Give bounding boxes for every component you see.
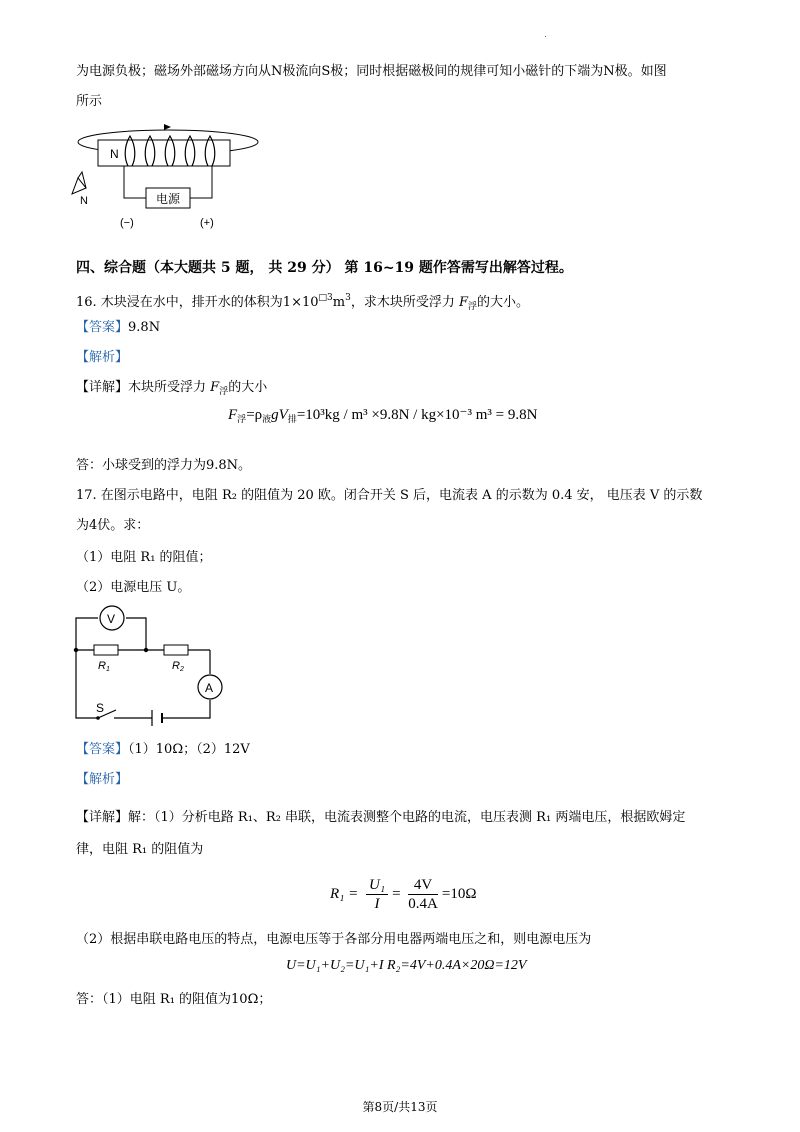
q16-answer: 【答案】9.8N xyxy=(76,320,161,335)
q17-sub-1: （1）电阻 R₁ 的阻值； xyxy=(76,550,212,565)
q16-conclusion: 答：小球受到的浮力为9.8N。 xyxy=(76,458,252,473)
q17-analysis-tag: 【解析】 xyxy=(76,772,129,787)
resistor-r2 xyxy=(164,645,188,655)
q17-detail-line-2: 律，电阻 R₁ 的阻值为 xyxy=(76,842,204,857)
page-footer: 第8页/共13页 xyxy=(362,1100,438,1114)
wire-left xyxy=(124,166,146,198)
q16-formula: $F_浮=\rho_液gV_排=10^3kg / m^3 \times 9.8N / kg\times 10^{-3}$ m³ = 9.8N xyxy=(228,407,538,424)
solenoid-figure xyxy=(68,118,268,233)
header-dot: . xyxy=(544,30,547,40)
compass-needle xyxy=(72,172,86,194)
plus-label: (+) xyxy=(200,217,214,229)
minus-label: (−) xyxy=(120,217,134,229)
q17-stem-line-2: 为4伏。求： xyxy=(76,518,150,533)
q17-conclusion: 答：（1）电阻 R₁ 的阻值为10Ω； xyxy=(76,992,272,1007)
section-title: 四、综合题（本大题共 5 题， 共 29 分） 第 16~19 题作答需写出解答过程。 xyxy=(76,260,573,276)
q16-detail: 【详解】木块所受浮力 $F_浮$的大小 xyxy=(76,380,268,397)
answer-tag: 【答案】 xyxy=(76,320,129,335)
voltmeter-wire-right xyxy=(126,618,146,650)
q17-formula-1: R₁ = $\frac{\text{U₁}}{I}$ = $\frac{4V}{0.4A}$ =10Ω xyxy=(330,877,477,912)
q17-formula-2: U=U₁+U₂=U₁+I R₂=4V+0.4A×20Ω=12V xyxy=(286,958,527,973)
q17-part-2: （2）根据串联电路电压的特点，电源电压等于各部分用电器两端电压之和，则电源电压为 xyxy=(76,932,592,947)
r1-label: R1 xyxy=(98,660,110,673)
circuit-figure xyxy=(68,600,228,730)
needle-n-label: N xyxy=(80,195,88,207)
left-wire xyxy=(76,650,98,718)
q16-stem: 16. 木块浸在水中，排开水的体积为$1\times 10^{□3}m^3$，求木块所受浮力 $F_浮$的大小。 xyxy=(76,293,530,312)
q17-answer: 【答案】（1）10Ω；（2）12V xyxy=(76,742,250,757)
q17-detail-line-1: 【详解】解：（1）分析电路 R₁、R₂ 串联，电流表测整个电路的电流，电压表测 R₁ 两端电压，根据欧姆定 xyxy=(76,810,686,825)
r2-label: R2 xyxy=(172,660,184,673)
voltmeter-label: V xyxy=(107,612,116,626)
resistor-r1 xyxy=(94,645,118,655)
junction-left xyxy=(74,648,78,652)
field-arrow xyxy=(164,124,171,130)
q17-sub-2: （2）电源电压 U。 xyxy=(76,580,191,595)
right-wire-lower xyxy=(162,700,210,718)
power-label: 电源 xyxy=(156,192,181,206)
wire-right xyxy=(190,166,212,198)
intro-line-2: 所示 xyxy=(76,94,103,109)
q16-analysis-tag: 【解析】 xyxy=(76,350,129,365)
intro-line-1: 为电源负极；磁场外部磁场方向从N极流向S极；同时根据磁极间的规律可知小磁针的下端为N极。如图 xyxy=(76,64,667,79)
q17-stem-line-1: 17. 在图示电路中，电阻 R₂ 的阻值为 20 欧。闭合开关 S 后，电流表 A 的示数为 0.4 安， 电压表 V 的示数 xyxy=(76,488,703,503)
ammeter-label: A xyxy=(205,681,214,695)
solenoid-n-label: N xyxy=(110,147,119,161)
switch-label: S xyxy=(96,701,105,715)
junction-right xyxy=(144,648,148,652)
